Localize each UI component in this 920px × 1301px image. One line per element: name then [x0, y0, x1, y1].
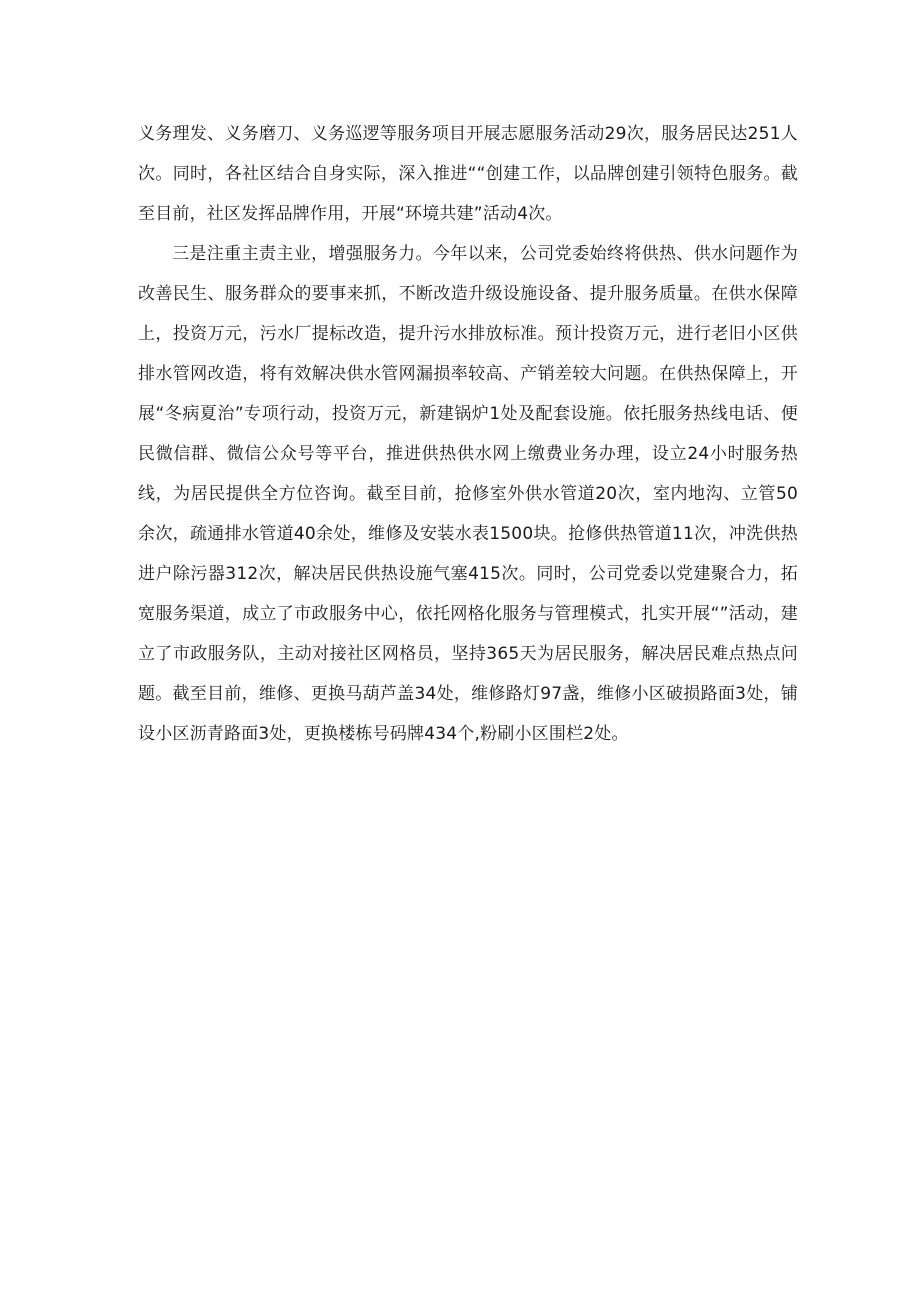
- paragraph-section-three: 三是注重主责主业，增强服务力。今年以来，公司党委始终将供热、供水问题作为改善民生、服务群众的要事来抓，不断改造升级设施设备、提升服务质量。在供水保障上，投资万元，污水厂提标改造，提升污水排放标准。预计投资万元，进行老旧小区供排水管网改造，将有效解决供水管网漏损率较高、产销差较大问题。在供热保障上，开展“冬病夏治”专项行动，投资万元，新建锅炉1处及配套设施。依托服务热线电话、便民微信群、微信公众号等平台，推进供热供水网上缴费业务办理，设立24小时服务热线，为居民提供全方位咨询。截至目前，抢修室外供水管道20次，室内地沟、立管50余次，疏通排水管道40余处，维修及安装水表1500块。抢修供热管道11次，冲洗供热进户除污器312次，解决居民供热设施气塞415次。同时，公司党委以党建聚合力，拓宽服务渠道，成立了市政服务中心，依托网格化服务与管理模式，扎实开展“”活动，建立了市政服务队，主动对接社区网格员，坚持365天为居民服务，解决居民难点热点问题。截至目前，维修、更换马葫芦盖34处，维修路灯97盏，维修小区破损路面3处，铺设小区沥青路面3处，更换楼栋号码牌434个,粉刷小区围栏2处。: [138, 244, 798, 744]
- document-body: [138, 114, 798, 754]
- paragraph-continuation: 义务理发、义务磨刀、义务巡逻等服务项目开展志愿服务活动29次，服务居民达251人次。同时，各社区结合自身实际，深入推进““创建工作，以品牌创建引领特色服务。截至目前，社区发挥品牌作用，开展“环境共建”活动4次。: [138, 124, 798, 224]
